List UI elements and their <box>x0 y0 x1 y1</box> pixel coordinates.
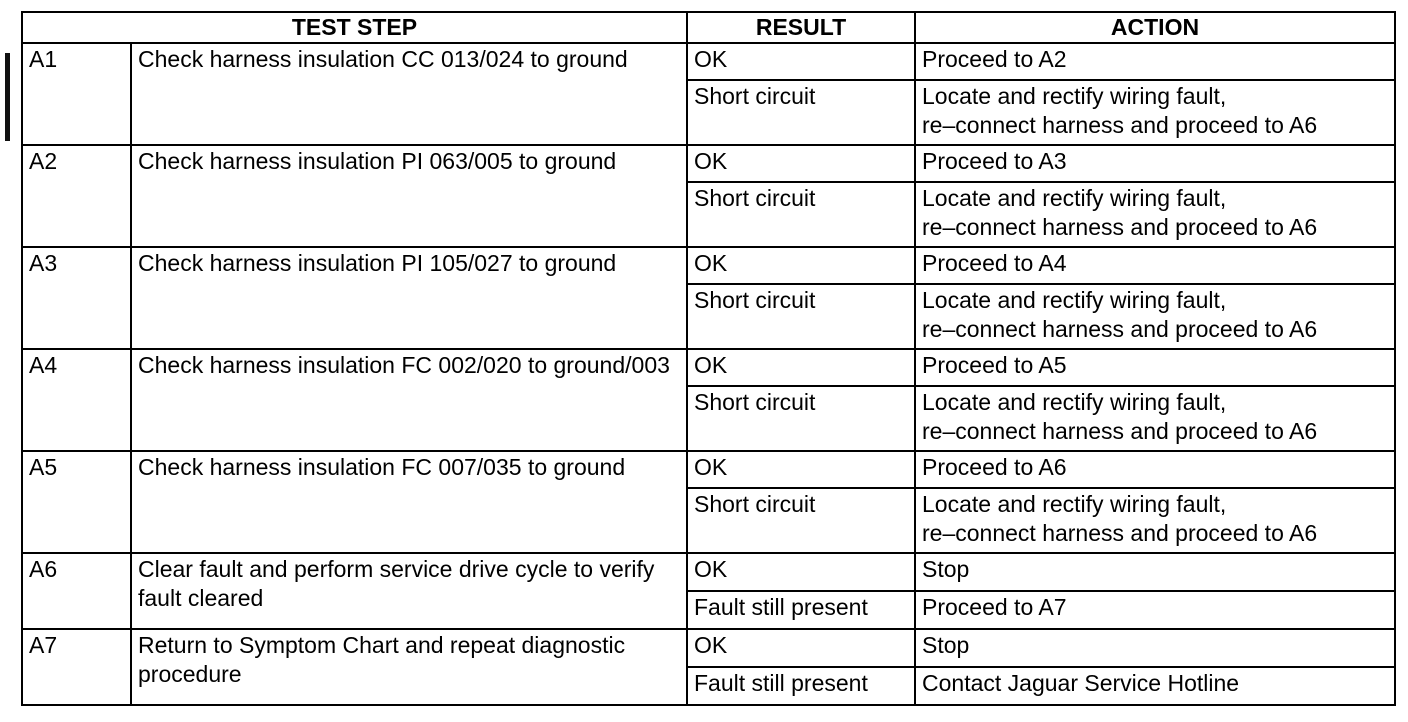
result-cell: Fault still present <box>687 667 915 705</box>
table-row <box>22 553 1395 591</box>
step-description: Check harness insulation FC 002/020 to ground/003 <box>131 349 687 451</box>
action-cell: Contact Jaguar Service Hotline <box>915 667 1395 705</box>
header-action: ACTION <box>915 12 1395 43</box>
result-cell: Short circuit <box>687 386 915 451</box>
step-description: Clear fault and perform service drive cycle to verify fault cleared <box>131 553 687 629</box>
table-row <box>22 629 1395 667</box>
action-cell: Locate and rectify wiring fault, re–connect harness and proceed to A6 <box>915 182 1395 247</box>
action-cell: Stop <box>915 629 1395 667</box>
step-id: A6 <box>22 553 131 629</box>
step-id: A3 <box>22 247 131 349</box>
step-description: Check harness insulation PI 105/027 to ground <box>131 247 687 349</box>
action-cell: Proceed to A4 <box>915 247 1395 284</box>
action-cell: Locate and rectify wiring fault, re–connect harness and proceed to A6 <box>915 80 1395 145</box>
table-row <box>22 349 1395 386</box>
action-cell: Proceed to A7 <box>915 591 1395 629</box>
table-row <box>22 247 1395 284</box>
result-cell: OK <box>687 451 915 488</box>
action-cell: Locate and rectify wiring fault, re–connect harness and proceed to A6 <box>915 284 1395 349</box>
table-row <box>22 43 1395 80</box>
result-cell: Short circuit <box>687 284 915 349</box>
action-cell: Locate and rectify wiring fault, re–connect harness and proceed to A6 <box>915 488 1395 553</box>
header-test-step: TEST STEP <box>22 12 687 43</box>
step-id: A5 <box>22 451 131 553</box>
action-cell: Locate and rectify wiring fault, re–connect harness and proceed to A6 <box>915 386 1395 451</box>
result-cell: Fault still present <box>687 591 915 629</box>
table-row <box>22 451 1395 488</box>
step-description: Check harness insulation CC 013/024 to ground <box>131 43 687 145</box>
result-cell: OK <box>687 247 915 284</box>
step-description: Check harness insulation FC 007/035 to ground <box>131 451 687 553</box>
header-result: RESULT <box>687 12 915 43</box>
table-row <box>22 145 1395 182</box>
step-id: A1 <box>22 43 131 145</box>
step-id: A7 <box>22 629 131 705</box>
action-cell: Proceed to A3 <box>915 145 1395 182</box>
step-description: Return to Symptom Chart and repeat diagnostic procedure <box>131 629 687 705</box>
result-cell: OK <box>687 43 915 80</box>
action-cell: Proceed to A6 <box>915 451 1395 488</box>
result-cell: OK <box>687 629 915 667</box>
step-description: Check harness insulation PI 063/005 to ground <box>131 145 687 247</box>
table-header-row <box>22 12 1395 43</box>
action-cell: Stop <box>915 553 1395 591</box>
result-cell: OK <box>687 145 915 182</box>
result-cell: Short circuit <box>687 80 915 145</box>
step-id: A4 <box>22 349 131 451</box>
step-id: A2 <box>22 145 131 247</box>
result-cell: OK <box>687 349 915 386</box>
action-cell: Proceed to A5 <box>915 349 1395 386</box>
action-cell: Proceed to A2 <box>915 43 1395 80</box>
result-cell: Short circuit <box>687 488 915 553</box>
result-cell: OK <box>687 553 915 591</box>
result-cell: Short circuit <box>687 182 915 247</box>
diagnostic-test-table <box>21 11 1396 706</box>
revision-change-bar <box>5 53 10 141</box>
